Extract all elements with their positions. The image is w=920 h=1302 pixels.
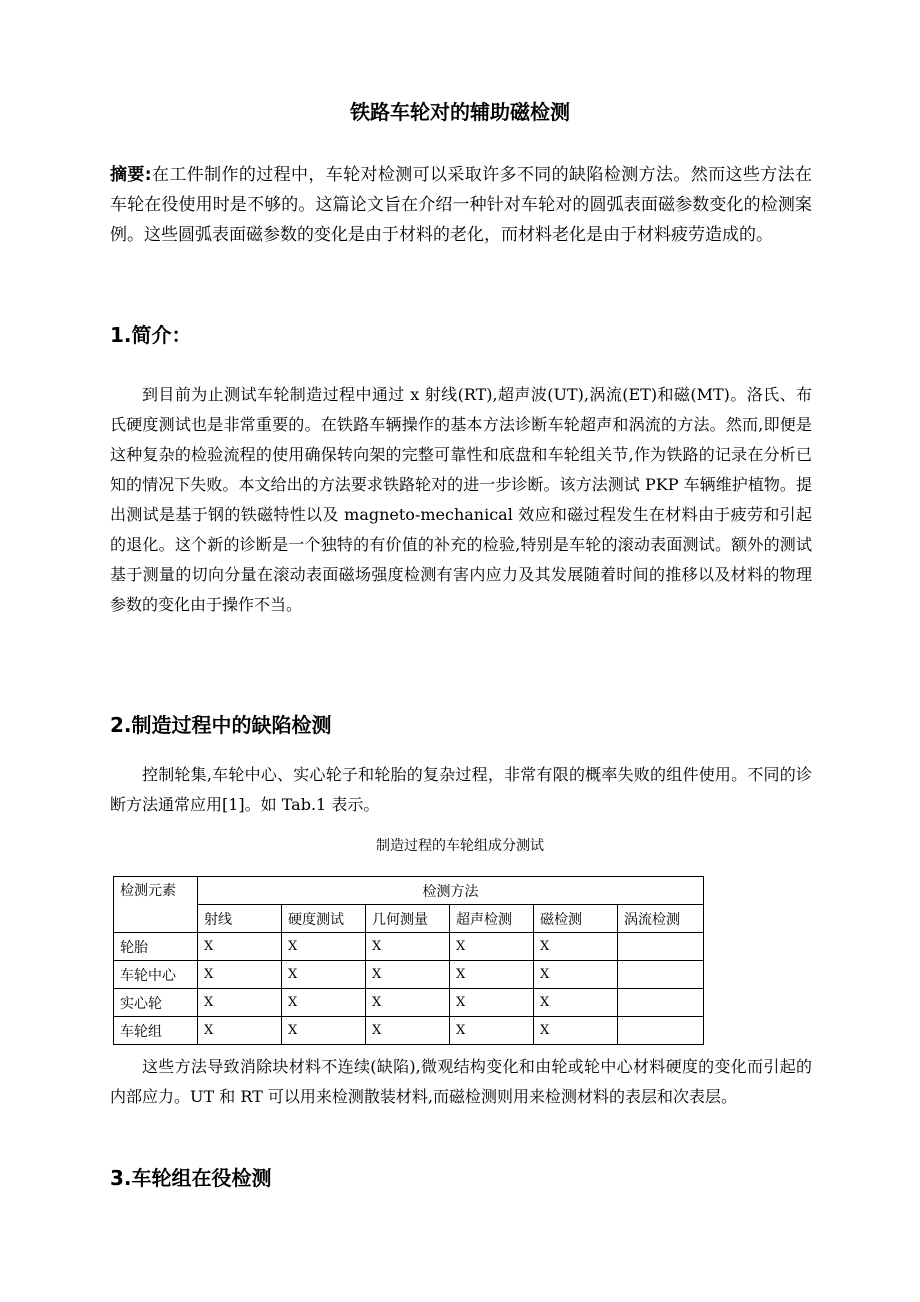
table-cell: X (450, 989, 534, 1017)
table-cell: X (450, 933, 534, 961)
abstract (110, 160, 812, 250)
table-cell: X (366, 1017, 450, 1045)
section-1-heading: 1.简介： (110, 323, 192, 347)
table-cell: X (366, 933, 450, 961)
table-cell: X (450, 961, 534, 989)
method-header: 射线 (198, 905, 282, 933)
table-cell: X (534, 933, 618, 961)
table-group-header: 检测方法 (198, 877, 704, 905)
table-row (114, 989, 704, 1017)
table-row (114, 1017, 704, 1045)
table-cell: X (198, 933, 282, 961)
table-cell: X (282, 933, 366, 961)
section-2-heading: 2.制造过程中的缺陷检测 (110, 713, 332, 737)
table-row (114, 961, 704, 989)
table-cell (618, 989, 704, 1017)
table-cell (618, 1017, 704, 1045)
table-cell: X (366, 989, 450, 1017)
table-cell: X (366, 961, 450, 989)
table-cell: X (198, 1017, 282, 1045)
method-header: 几何测量 (366, 905, 450, 933)
abstract-label: 摘要: (110, 165, 152, 185)
row-element-label: 车轮组 (114, 1017, 198, 1045)
method-header: 涡流检测 (618, 905, 704, 933)
table-cell: X (198, 989, 282, 1017)
row-element-label: 实心轮 (114, 989, 198, 1017)
table-corner-header: 检测元素 (114, 877, 198, 933)
table-cell: X (534, 989, 618, 1017)
row-element-label: 轮胎 (114, 933, 198, 961)
table-cell (618, 961, 704, 989)
table-cell: X (534, 961, 618, 989)
section-1-paragraph: 到目前为止测试车轮制造过程中通过 x 射线(RT),超声波(UT),涡流(ET)和磁(MT)。洛氏、布氏硬度测试也是非常重要的。在铁路车辆操作的基本方法诊断车轮超声和涡流的方法。然而,即便是这种复杂的检验流程的使用确保转向架的完整可靠性和底盘和车轮组关节,作为铁路的记录在分析已知的情况下失败。本文给出的方法要求铁路轮对的进一步诊断。该方法测试 PKP 车辆维护植物。提出测试是基于钢的铁磁特性以及 magneto-mechanical 效应和磁过程发生在材料由于疲劳和引起的退化。这个新的诊断是一个独特的有价值的补充的检验,特别是车轮的滚动表面测试。额外的测试基于测量的切向分量在滚动表面磁场强度检测有害内应力及其发展随着时间的推移以及材料的物理参数的变化由于操作不当。 (110, 385, 812, 614)
table-row (114, 933, 704, 961)
section-2-paragraph-1: 控制轮集,车轮中心、实心轮子和轮胎的复杂过程，非常有限的概率失败的组件使用。不同的诊断方法通常应用[1]。如 Tab.1 表示。 (110, 765, 812, 814)
table-header-row (114, 877, 704, 905)
inspection-methods-table (113, 876, 704, 1045)
method-header: 硬度测试 (282, 905, 366, 933)
table-cell (618, 933, 704, 961)
section-2-paragraph-2: 这些方法导致消除块材料不连续(缺陷),微观结构变化和由轮或轮中心材料硬度的变化而引起的内部应力。UT 和 RT 可以用来检测散装材料,而磁检测则用来检测材料的表层和次表层。 (110, 1057, 812, 1106)
method-header: 磁检测 (534, 905, 618, 933)
abstract-text: 在工件制作的过程中，车轮对检测可以采取许多不同的缺陷检测方法。然而这些方法在车轮在役使用时是不够的。这篇论文旨在介绍一种针对车轮对的圆弧表面磁参数变化的检测案例。这些圆弧表面磁参数的变化是由于材料的老化，而材料老化是由于材料疲劳造成的。 (110, 165, 812, 245)
method-header: 超声检测 (450, 905, 534, 933)
table-cell: X (282, 961, 366, 989)
row-element-label: 车轮中心 (114, 961, 198, 989)
table-cell: X (450, 1017, 534, 1045)
table-methods-row (114, 905, 704, 933)
table-cell: X (534, 1017, 618, 1045)
table-caption: 制造过程的车轮组成分测试 (376, 838, 544, 854)
table-cell: X (282, 1017, 366, 1045)
section-3-heading: 3.车轮组在役检测 (110, 1166, 272, 1190)
table-cell: X (282, 989, 366, 1017)
document-title: 铁路车轮对的辅助磁检测 (350, 100, 570, 124)
table-cell: X (198, 961, 282, 989)
